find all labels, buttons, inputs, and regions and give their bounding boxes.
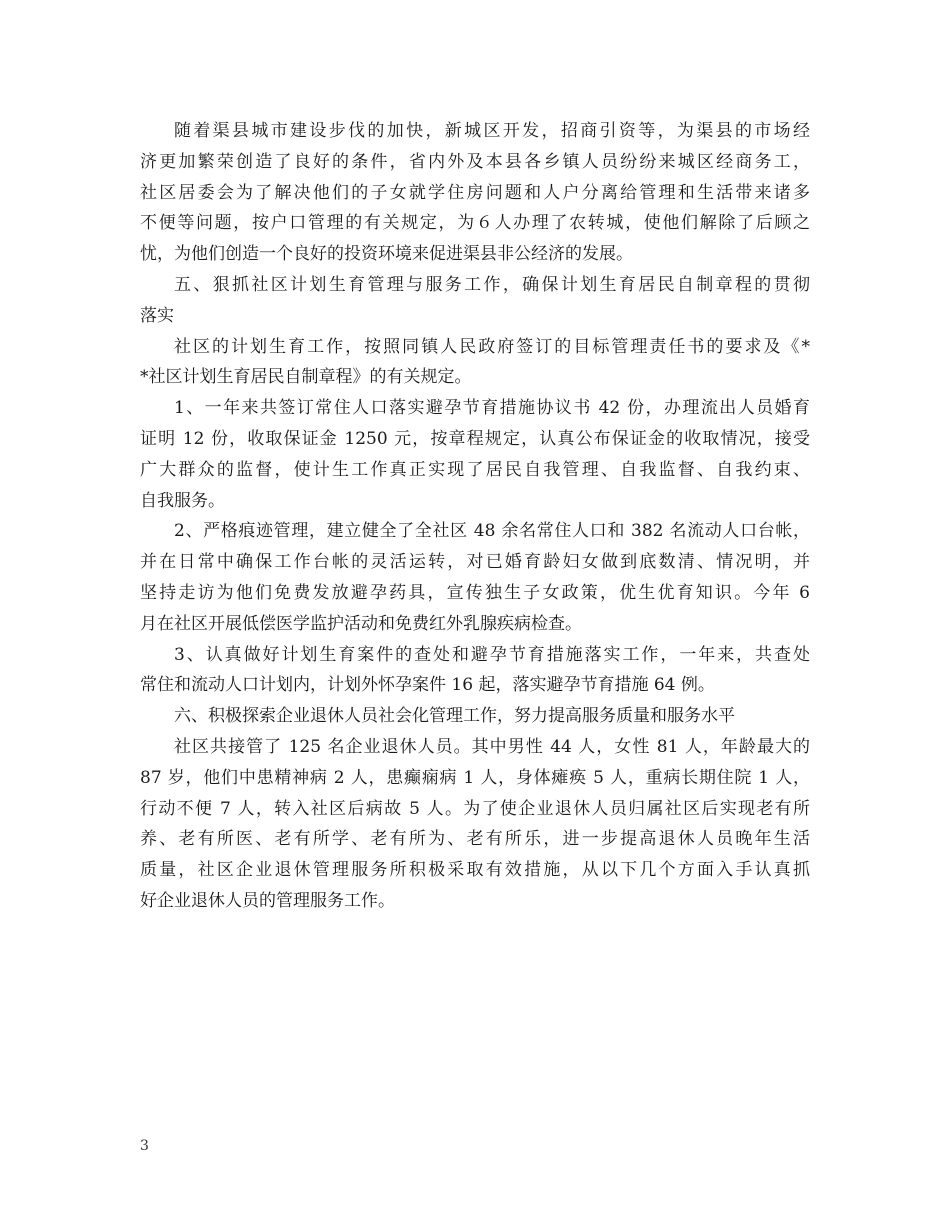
document-body [140, 116, 810, 917]
paragraph [140, 640, 810, 702]
text-line: 养、老有所医、老有所学、老有所为、老有所乐，进一步提高退休人员晚年生活 [140, 829, 810, 850]
text-line: 五、狠抓社区计划生育管理与服务工作，确保计划生育居民自制章程的贯彻 [174, 274, 810, 295]
text-line: 87 岁，他们中患精神病 2 人，患癫痫病 1 人，身体瘫痪 5 人，重病长期住院 1 人， [140, 767, 810, 788]
text-line: 济更加繁荣创造了良好的条件，省内外及本县各乡镇人员纷纷来城区经商务工， [140, 151, 810, 172]
text-line: 行动不便 7 人，转入社区后病故 5 人。为了使企业退休人员归属社区后实现老有所 [140, 798, 810, 819]
text-line: *社区计划生育居民自制章程》的有关规定。 [140, 367, 472, 388]
paragraph [140, 332, 810, 394]
paragraph [140, 516, 810, 639]
paragraph [140, 701, 810, 732]
text-line: 坚持走访为他们免费发放避孕药具，宣传独生子女政策，优生优育知识。今年 6 [140, 582, 810, 603]
text-line: 3、认真做好计划生育案件的查处和避孕节育措施落实工作，一年来，共查处 [174, 644, 810, 665]
text-line: 忧，为他们创造一个良好的投资环境来促进渠县非公经济的发展。 [140, 244, 633, 265]
text-line: 广大群众的监督，使计生工作真正实现了居民自我管理、自我监督、自我约束、 [140, 459, 810, 480]
text-line: 1、一年来共签订常住人口落实避孕节育措施协议书 42 份，办理流出人员婚育 [174, 398, 810, 419]
text-line: 常住和流动人口计划内，计划外怀孕案件 16 起，落实避孕节育措施 64 例。 [140, 675, 715, 696]
page-number: 3 [140, 1138, 149, 1154]
text-line: 社区共接管了 125 名企业退休人员。其中男性 44 人，女性 81 人，年龄最大的 [174, 736, 810, 757]
text-line: 2、严格痕迹管理，建立健全了全社区 48 余名常住人口和 382 名流动人口台帐， [174, 521, 810, 542]
text-line: 好企业退休人员的管理服务工作。 [140, 890, 395, 911]
text-line: 社区居委会为了解决他们的子女就学住房问题和人户分离给管理和生活带来诸多 [140, 182, 810, 203]
text-line: 随着渠县城市建设步伐的加快，新城区开发，招商引资等，为渠县的市场经 [174, 121, 810, 141]
text-line: 不便等问题，按户口管理的有关规定，为６人办理了农转城，使他们解除了后顾之 [140, 213, 810, 234]
paragraph [140, 732, 810, 917]
text-line: 并在日常中确保工作台帐的灵活运转，对已婚育龄妇女做到底数清、情况明，并 [140, 552, 810, 573]
paragraph [140, 116, 810, 270]
text-line: 证明 12 份，收取保证金 1250 元，按章程规定，认真公布保证金的收取情况，接受 [140, 428, 810, 449]
text-line: 社区的计划生育工作，按照同镇人民政府签订的目标管理责任书的要求及《* [174, 336, 810, 357]
paragraph [140, 270, 810, 332]
text-line: 自我服务。 [140, 490, 225, 511]
text-line: 月在社区开展低偿医学监护活动和免费红外乳腺疾病检查。 [140, 613, 582, 634]
text-line: 质量，社区企业退休管理服务所积极采取有效措施，从以下几个方面入手认真抓 [140, 860, 810, 881]
text-line: 落实 [140, 305, 174, 326]
paragraph [140, 393, 810, 516]
text-line: 六、积极探索企业退休人员社会化管理工作，努力提高服务质量和服务水平 [174, 706, 735, 727]
